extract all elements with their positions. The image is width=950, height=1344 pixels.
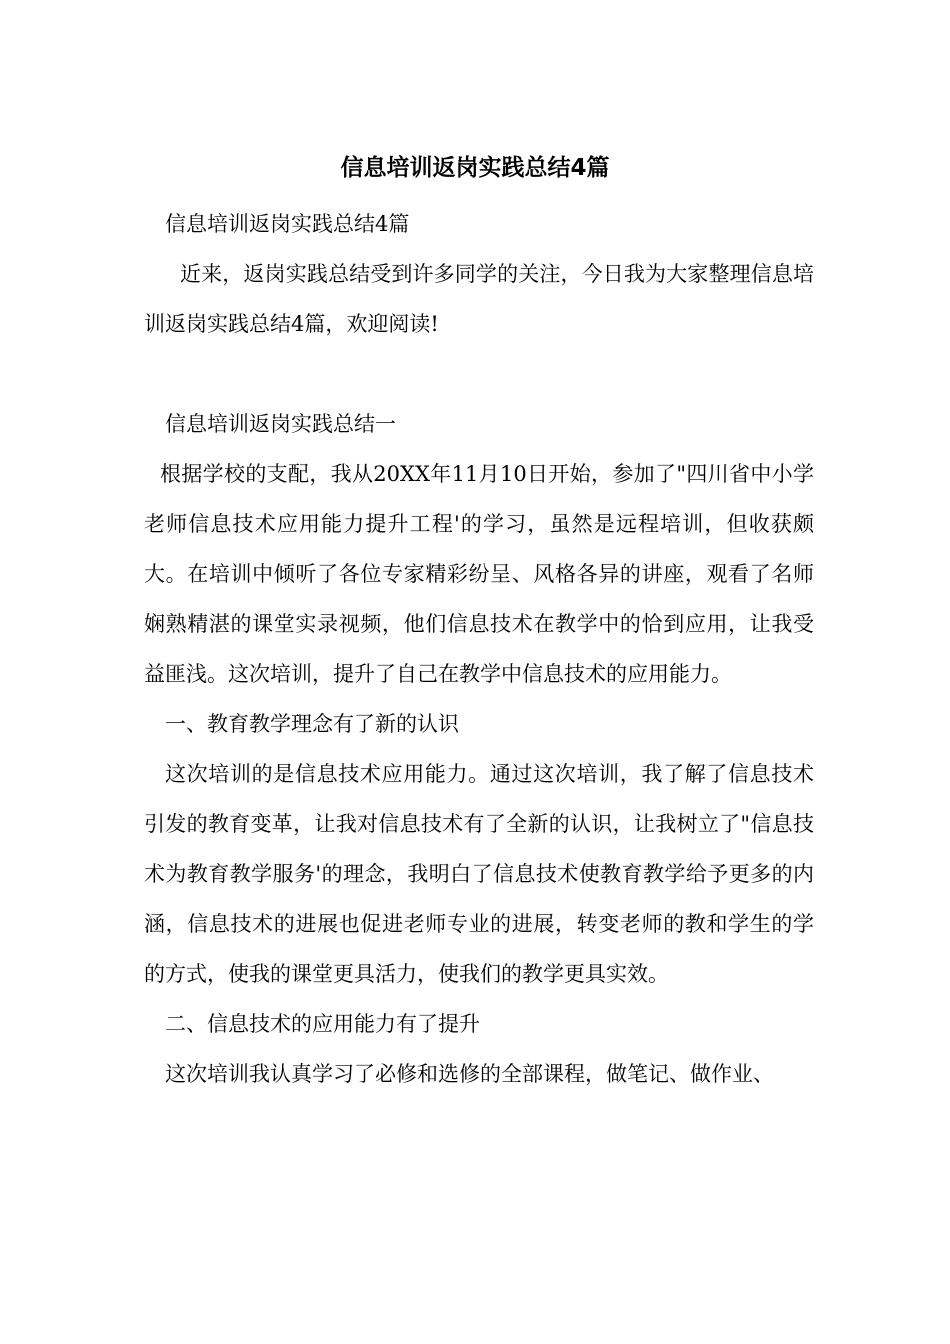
subheading-one: 一、教育教学理念有了新的认识 — [165, 712, 459, 736]
section-heading-one: 信息培训返岗实践总结一 — [165, 412, 396, 436]
document-body — [144, 199, 814, 1099]
body-paragraph: 这次培训我认真学习了必修和选修的全部课程，做笔记、做作业、 — [165, 1062, 774, 1086]
body-paragraph: 这次培训的是信息技术应用能力。通过这次培训，我了解了信息技术引发的教育变革，让我对信息技术有了全新的认识，让我树立了"信息技术为教育教学服务'的理念，我明白了信息技术使教育教学给予更多的内涵，信息技术的进展也促进老师专业的进展，转变老师的教和学生的学的方式，使我的课堂更具活力，使我们的教学更具实效。 — [144, 762, 814, 986]
document-title: 信息培训返岗实践总结4篇 — [340, 155, 610, 181]
subheading-two: 二、信息技术的应用能力有了提升 — [165, 1012, 480, 1036]
body-paragraph: 根据学校的支配，我从20XX年11月10日开始，参加了"四川省中小学老师信息技术应用能力提升工程'的学习，虽然是远程培训，但收获颇大。在培训中倾听了各位专家精彩纷呈、风格各异的讲座，观看了名师娴熟精湛的课堂实录视频，他们信息技术在教学中的恰到应用，让我受益匪浅。这次培训，提升了自己在教学中信息技术的应用能力。 — [144, 462, 814, 686]
subtitle-paragraph: 信息培训返岗实践总结4篇 — [165, 212, 410, 236]
intro-paragraph: 近来，返岗实践总结受到许多同学的关注，今日我为大家整理信息培训返岗实践总结4篇，欢迎阅读! — [144, 262, 814, 336]
blank-line — [144, 349, 814, 399]
